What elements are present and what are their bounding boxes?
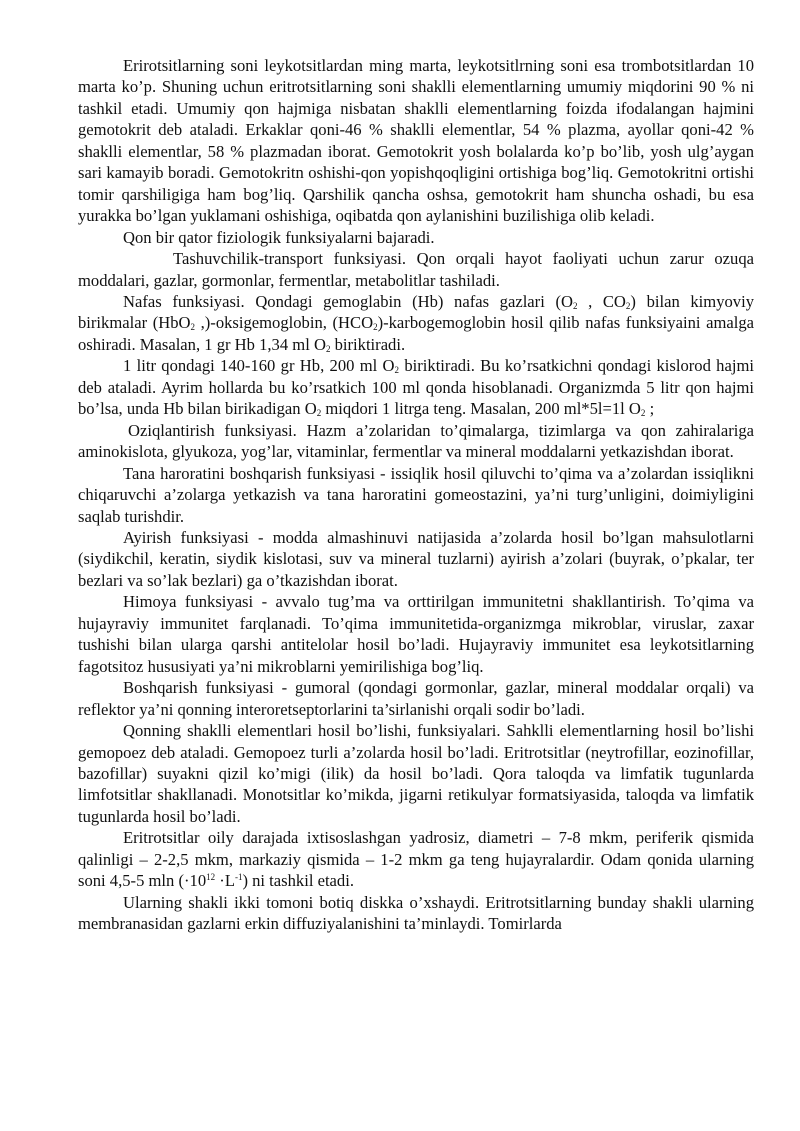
paragraph-text: biriktiradi. Bu ko’rsatkichni qondagi kislorod hajmi deb ataladi. Ayrim hollarda bu ko’rsatkich 100 ml qonda hisoblanadi. Organizmda 5 litr qon hajmi bo’lsa, unda Hb bilan birikadigan O (78, 356, 754, 419)
subscript-text: 2 (373, 322, 378, 333)
document-page (78, 55, 754, 935)
paragraph-text: Tana haroratini boshqarish funksiyasi - issiqlik hosil qiluvchi to’qima va a’zolardan issiqlikni chiqaruvchi a’zolarga yetkazish va tana haroratini gomeostazini, ya’ni turg’unligini, doimiyligini saqlab turishdir. (78, 463, 754, 526)
body-paragraph (78, 55, 754, 227)
paragraph-text: )-karbogemoglobin hosil qilib nafas funksiyaini amalga oshiradi. Masalan, 1 gr Hb 1,34 ml O (78, 313, 754, 354)
subscript-text: 2 (625, 300, 631, 311)
body-paragraph (78, 355, 754, 419)
body-paragraph (78, 291, 754, 355)
body-paragraph (78, 248, 754, 291)
body-paragraph (78, 420, 754, 463)
body-paragraph (78, 591, 754, 677)
paragraph-text: 1 litr qondagi 140-160 gr Hb, 200 ml O (123, 356, 395, 376)
paragraph-text: Nafas funksiyasi. Qondagi gemoglabin (Hb) nafas gazlari (O (123, 291, 573, 311)
body-paragraph (78, 827, 754, 891)
paragraph-text: Himoya funksiyasi - avvalo tug’ma va orttirilgan immunitetni shakllantirish. To’qima va hujayraviy immunitet farqlanadi. To’qima immunitetida-organizmga mikroblar, viruslar, zaxar tushishi bilan ularga qarshi antitelolar hosil bo’ladi. Hujayraviy immunitet esa leykotsitlarning fagotsitoz hususiyati ya’ni mikroblarni yemirilishiga bog’liq. (78, 592, 754, 676)
subscript-text: 2 (325, 343, 331, 354)
body-paragraph (78, 720, 754, 827)
paragraph-text: Qonning shaklli elementlari hosil bo’lishi, funksiyalari. Sahklli elementlarning hosil bo’lishi gemopoez deb ataladi. Gemopoez turli a’zolarda hosil bo’ladi. Eritrotsitlar (neytrofillar, eozinofillar, bazofillar) suyakni qizil ko’migi (ilik) da hosil bo’ladi. Qora taloqda va limfatik tugunlarda limfotsitlar shakllanadi. Monotsitlar ko’mikda, jigarni retikulyar formatsiyasida, taloqda va limfatik tugunlarda hosil bo’ladi. (78, 721, 754, 826)
paragraph-text: Boshqarish funksiyasi - gumoral (qondagi gormonlar, gazlar, mineral moddalar orqali) va reflektor ya’ni qonning interoretseptorlarini ta’sirlanishi orqali sodir bo’ladi. (78, 678, 754, 719)
paragraph-text: Oziqlantirish funksiyasi. Hazm a’zolaridan to’qimalarga, tizimlarga va qon zahiralariga aminokislota, glyukoza, yog’lar, vitaminlar, fermentlar va mineral moddalarni yetkazishdan iborat. (78, 420, 754, 462)
paragraph-text: biriktiradi. (330, 334, 406, 354)
paragraph-text: Ularning shakli ikki tomoni botiq diskka o’xshaydi. Eritrotsitlarning bunday shakli ularning membranasidan gazlarni erkin diffuziyalanishini ta’minlaydi. Tomirlarda (78, 892, 754, 934)
paragraph-text: Erirotsitlarning soni leykotsitlardan ming marta, leykotsitlrning soni esa trombotsitlardan 10 marta ko’p. Shuning uchun eritrotsitlarning soni shaklli elementlarning umumiy miqdorini 90 % ni tashkil etadi. Umumiy qon hajmiga nisbatan shaklli elementlarning foizda ifodalangan hajmini gemotokrit deb ataladi. Erkaklar qoni-46 % shaklli elementlar, 54 % plazma, ayollar qoni-42 % shaklli elementlar, 58 % plazmadan iborat. Gemotokrit yosh bolalarda ko’p bo’lib, yosh ulg’aygan sari kamayib boradi. Gemotokritn oshishi-qon yopishqoqligini ortishiga bog’liq. Gemotokritni ortishi tomir qarshiligiga ham bog’liq. Qarshilik qancha oshsa, gemotokrit ham shuncha oshadi, bu esa yurakka bo’lgan yuklamani oshishiga, oqibatda qon aylanishini buzilishiga olib keladi. (78, 56, 754, 226)
body-paragraph (78, 463, 754, 527)
paragraph-text: ; (645, 399, 655, 419)
paragraph-text: ,)-oksigemoglobin, (HCO (195, 313, 374, 333)
paragraph-text: , CO (577, 291, 626, 311)
subscript-text: 2 (572, 300, 578, 311)
superscript-text: -1 (234, 872, 243, 883)
body-paragraph (78, 527, 754, 591)
paragraph-text: ) bilan kimyoviy birikmalar (HbO (78, 291, 754, 333)
subscript-text: 2 (640, 408, 646, 419)
body-paragraph (78, 227, 754, 248)
superscript-text: 12 (206, 872, 216, 883)
body-paragraph (78, 677, 754, 720)
paragraph-text: Ayirish funksiyasi - modda almashinuvi natijasida a’zolarda hosil bo’lgan mahsulotlarni (siydikchil, keratin, siydik kislotasi, suv va mineral tuzlarni) ayirish a’zolari (buyrak, o’pkalar, ter bezlari va so’lak bezlari) ga o’tkazishdan iborat. (78, 527, 754, 590)
subscript-text: 2 (394, 365, 400, 376)
paragraph-text: miqdori 1 litrga teng. Masalan, 200 ml*5l=1l O (321, 399, 641, 419)
paragraph-text: Qon bir qator fiziologik funksiyalarni bajaradi. (123, 227, 435, 247)
paragraph-text: ·L (215, 871, 235, 891)
paragraph-text: Tashuvchilik-transport funksiyasi. Qon orqali hayot faoliyati uchun zarur ozuqa moddalari, gazlar, gormonlar, fermentlar, metabolitlar tashiladi. (78, 249, 754, 290)
paragraph-text: ) ni tashkil etadi. (242, 871, 354, 891)
subscript-text: 2 (316, 408, 322, 419)
body-paragraph (78, 892, 754, 935)
subscript-text: 2 (190, 322, 196, 333)
paragraph-text: Eritrotsitlar oily darajada ixtisoslashgan yadrosiz, diametri – 7-8 mkm, periferik qismida qalinligi – 2-2,5 mkm, markaziy qismida – 1-2 mkm ga teng hujayralardir. Odam qonida ularning soni 4,5-5 mln (·10 (78, 828, 754, 891)
